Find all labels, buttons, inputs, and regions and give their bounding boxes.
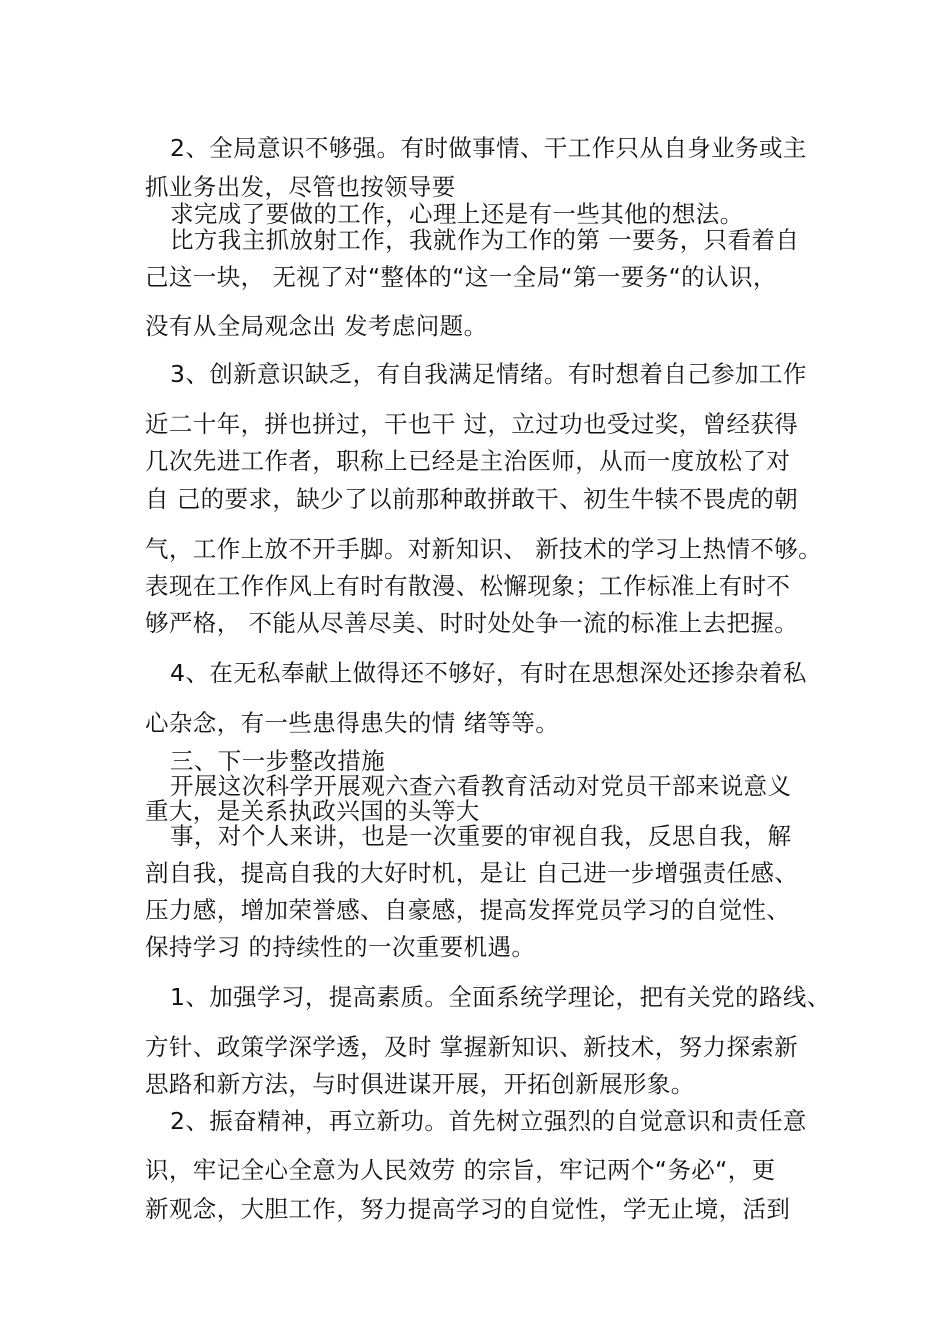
text-line: 2、全局意识不够强。有时做事情、干工作只从自身业务或主 [170, 134, 807, 162]
text-line: 重大，是关系执政兴国的头等大 [145, 797, 480, 825]
text-line: 新观念，大胆工作，努力提高学习的自觉性，学无止境，活到 [145, 1195, 791, 1223]
text-line: 事，对个人来讲，也是一次重要的审视自我，反思自我，解 [170, 822, 792, 850]
text-line: 1、加强学习，提高素质。全面系统学理论，把有关党的路线、 [170, 983, 831, 1011]
text-line: 自 己的要求，缺少了以前那种敢拼敢干、初生牛犊不畏虎的朝 [145, 485, 799, 513]
text-line: 2、振奋精神，再立新功。首先树立强烈的自觉意识和责任意 [170, 1107, 807, 1135]
text-line: 开展这次科学开展观六查六看教育活动对党员干部来说意义 [170, 772, 792, 800]
text-line: 思路和新方法，与时俱进谋开展，开拓创新展形象。 [145, 1070, 695, 1098]
text-line: 比方我主抓放射工作，我就作为工作的第 一要务，只看着自 [170, 226, 800, 254]
text-line: 抓业务出发，尽管也按领导要 [145, 173, 456, 201]
text-line: 气，工作上放不开手脚。对新知识、 新技术的学习上热情不够。 [145, 535, 823, 563]
text-line: 够严格， 不能从尽善尽美、时时处处争一流的标准上去把握。 [145, 609, 799, 637]
text-line: 4、在无私奉献上做得还不够好，有时在思想深处还掺杂着私 [170, 659, 807, 687]
section-heading: 三、下一步整改措施 [170, 747, 386, 775]
text-line: 剖自我，提高自我的大好时机，是让 自己进一步增强责任感、 [145, 859, 799, 887]
text-line: 识，牢记全心全意为人民效劳 的宗旨，牢记两个“务必“，更 [145, 1156, 776, 1184]
text-line: 求完成了要做的工作，心理上还是有一些其他的想法。 [170, 200, 744, 228]
text-line: 没有从全局观念出 发考虑问题。 [145, 312, 488, 340]
text-line: 近二十年，拼也拼过，干也干 过，立过功也受过奖，曾经获得 [145, 410, 799, 438]
text-line: 压力感，增加荣誉感、自豪感，提高发挥党员学习的自觉性、 [145, 896, 791, 924]
text-line: 己这一块， 无视了对“整体的“这一全局“第一要务“的认识， [145, 263, 777, 291]
text-line: 方针、政策学深学透，及时 掌握新知识、新技术，努力探索新 [145, 1033, 799, 1061]
text-line: 3、创新意识缺乏，有自我满足情绪。有时想着自己参加工作 [170, 360, 807, 388]
text-line: 表现在工作作风上有时有散漫、松懈现象；工作标准上有时不 [145, 572, 791, 600]
text-line: 保持学习 的持续性的一次重要机遇。 [145, 933, 536, 961]
text-line: 心杂念，有一些患得患失的情 绪等等。 [145, 709, 560, 737]
text-line: 几次先进工作者，职称上已经是主治医师，从而一度放松了对 [145, 447, 791, 475]
